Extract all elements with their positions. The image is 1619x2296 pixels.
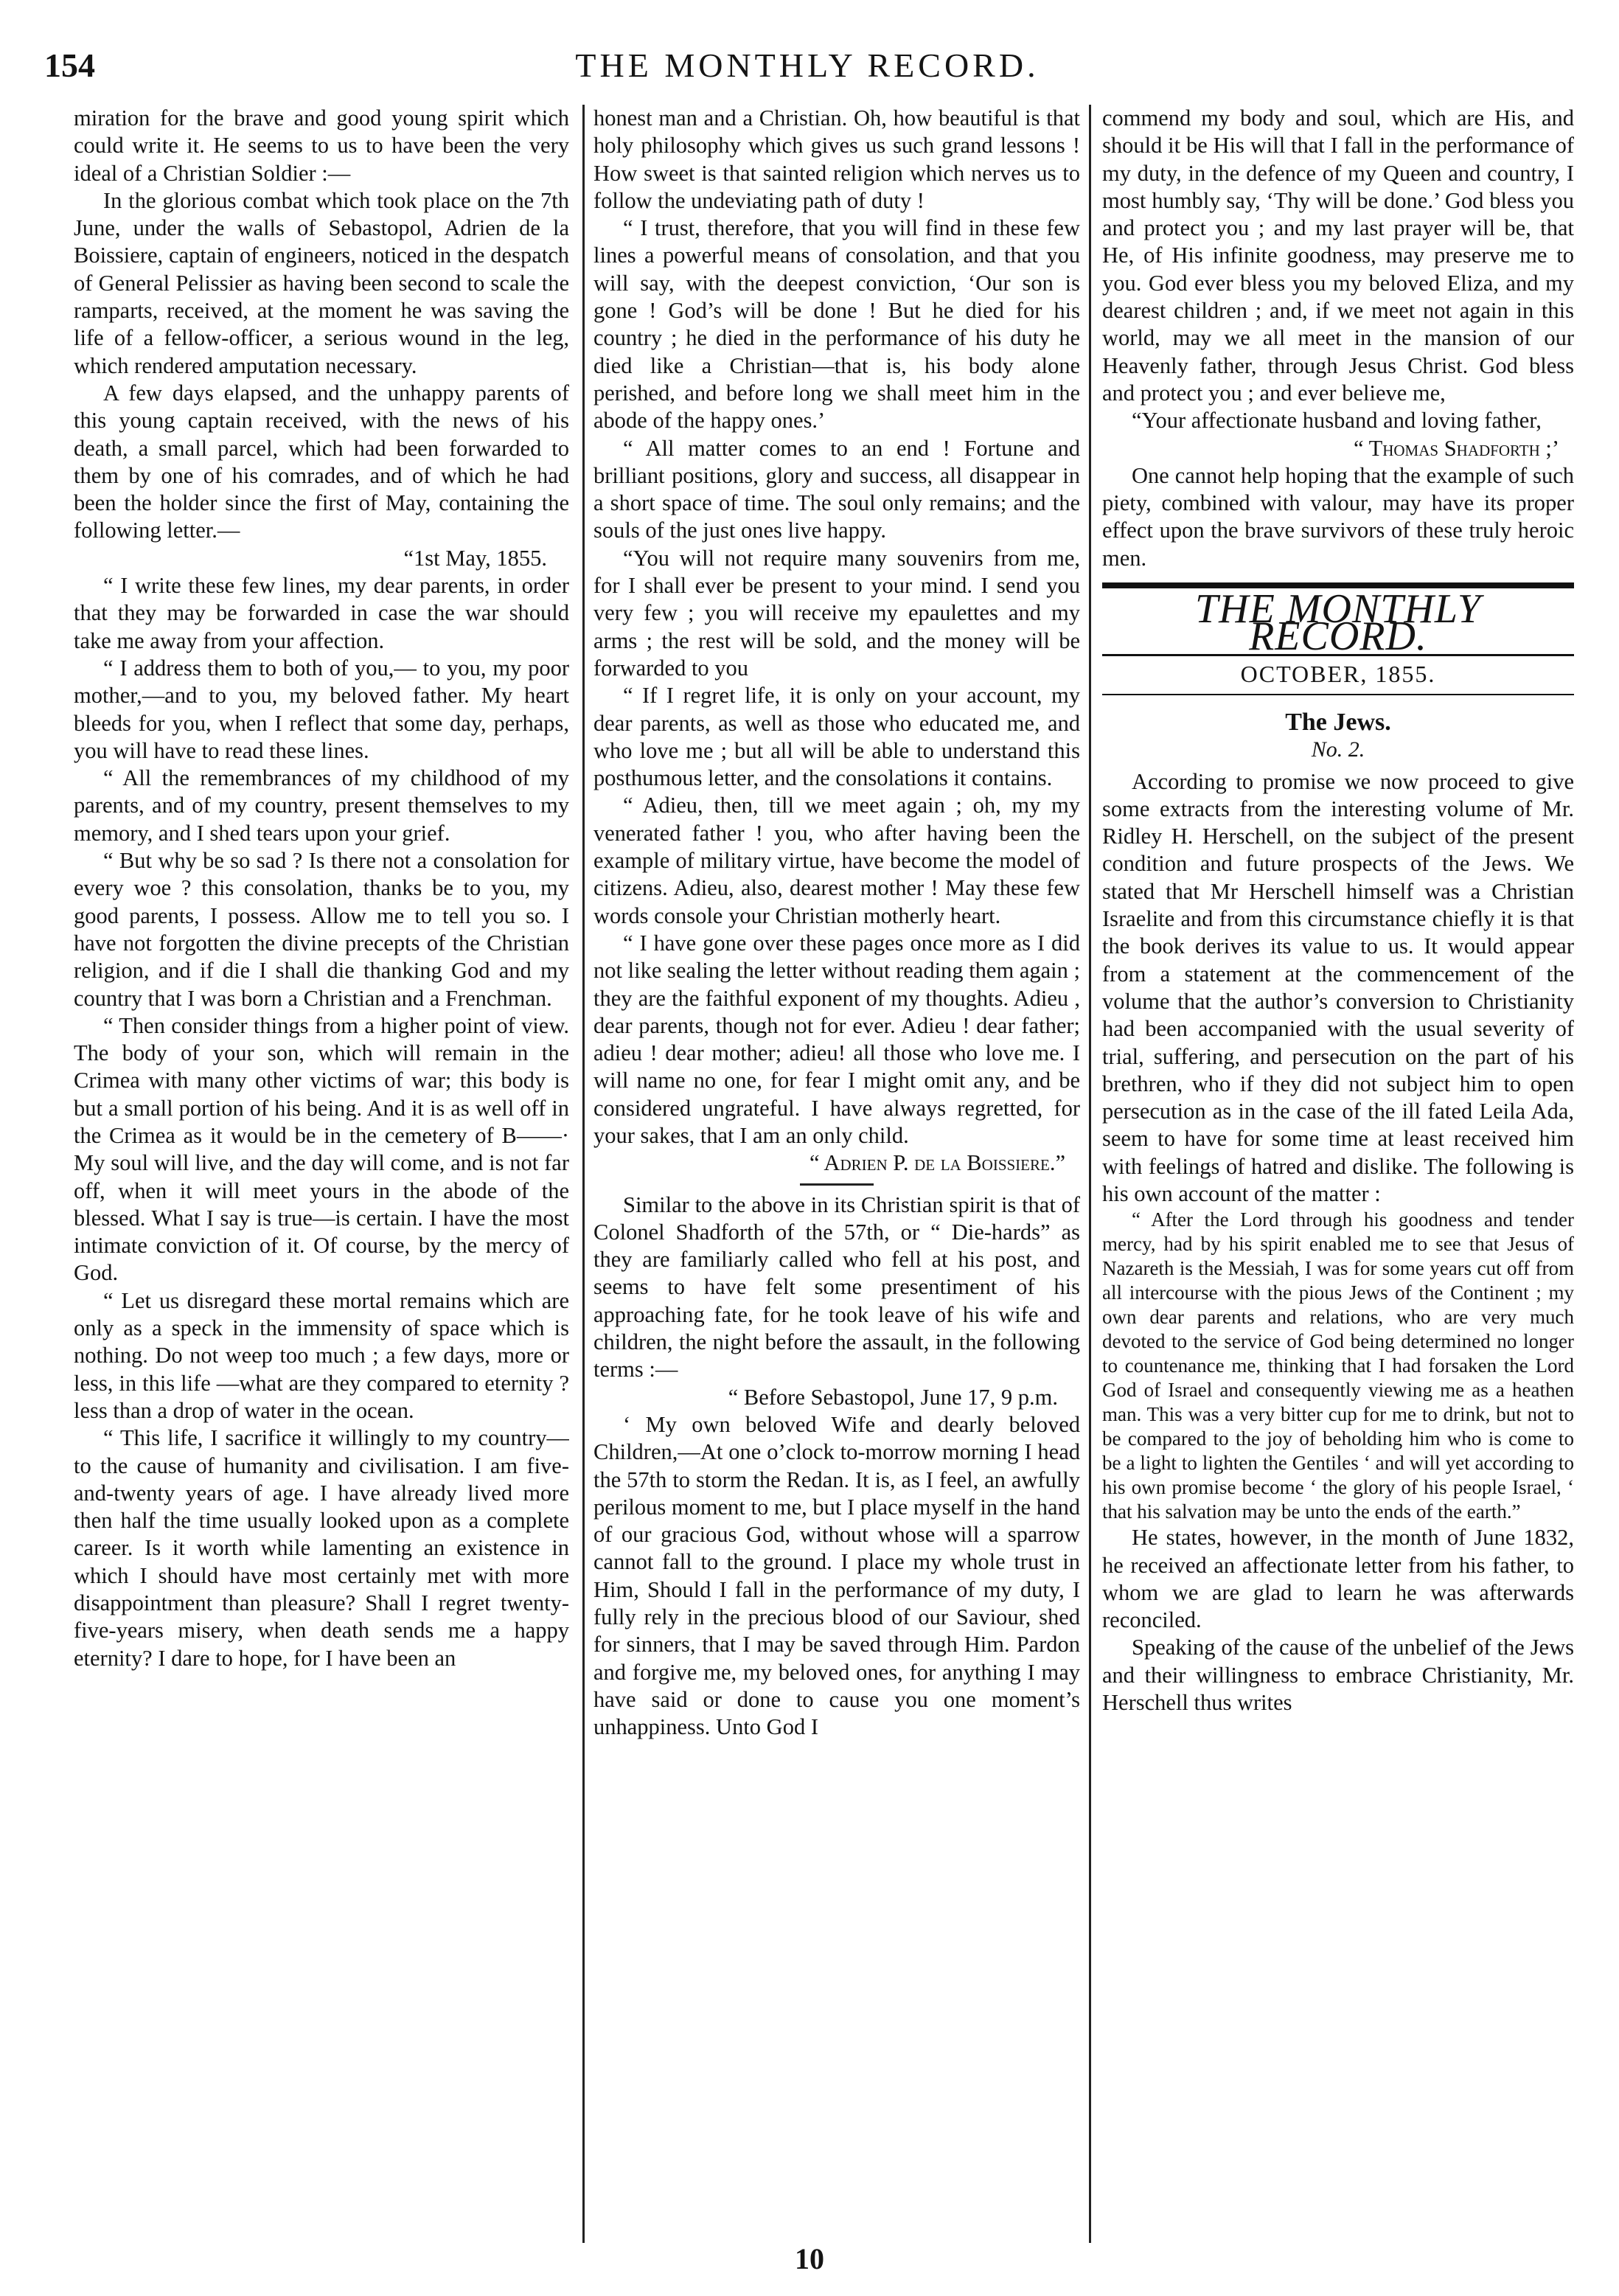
letter-date: “ Before Sebastopol, June 17, 9 p.m. (728, 1384, 1058, 1410)
paragraph: Speaking of the cause of the unbelief of the Jews and their willingness to embrace Christianity, Mr. Herschell thus writes (1102, 1635, 1574, 1716)
article-title: The Jews. (1285, 708, 1391, 736)
signature-mark: 10 (795, 2242, 824, 2275)
quoted-paragraph: “ After the Lord through his goodness and tender mercy, had by his spirit enabled me to see that Jesus of Nazareth is the Messiah, I was for some years cut off from all intercourse with the pious Jews of the Continent ; my own dear parents and relations, who are very much devoted to the service of God being determined no longer to countenance me, thinking that I had forsaken the Lord God of Israel and consequently viewing me as a heathen man. This was a very bitter cup for me to drink, but not to be compared to the joy of beholding him who is come to be a light to lighten the Gentiles ‘ and will yet according to his own promise become ‘ the glory of his people Israel, ‘ that his salvation may be unto the ends of the earth.” (1102, 1208, 1574, 1523)
paragraph: “ This life, I sacrifice it willingly to my country—to the cause of humanity and civilisation. I am five-and-twenty years of age. I have already lived more then half the time usually looked upon as a complete career. Is it worth while lamenting an existence in which I should have most certainly met with more disappointment than pleasure? Shall I regret twenty-five-years misery, when death sends me a happy eternity? I dare to hope, for I have been an (74, 1425, 569, 1671)
paragraph: One cannot help hoping that the example of such piety, combined with valour, may have its proper effect upon the brave survivors of these truly heroic men. (1102, 462, 1574, 571)
masthead-date: OCTOBER, 1855. (1102, 661, 1574, 695)
paragraph: “ Then consider things from a higher point of view. The body of your son, which will remain in the Crimea with many other victims of war; this body is but a small portion of his being. And it is as well off in the Crimea as it would be in the cemetery of B——· My soul will live, and the day will come, and is not far off, when it will meet yours in the abode of the blessed. What I say is true—is certain. I have the most intimate conviction of it. Of course, by the mercy of God. (74, 1012, 569, 1286)
running-title: THE MONTHLY RECORD. (575, 46, 1040, 84)
paragraph: “ Adieu, then, till we meet again ; oh, my my venerated father ! you, who after having been the example of military virtue, have become the model of citizens. Adieu, also, dearest mother ! May these few words console your Christian motherly heart. (593, 793, 1080, 928)
paragraph: “ All the remembrances of my childhood of my parents, and of my country, present themselves to my memory, and I shed tears upon your grief. (74, 765, 569, 846)
paragraph: According to promise we now proceed to give some extracts from the interesting volume of Mr. Ridley H. Herschell, on the subject of the present condition and future prospects of the Jews. We stated that Mr Herschell himself was a Christian Israelite and from this circumstance chiefly it is that the book derives its value to us. It would appear from a statement at the commencement of the volume that the author’s conversion to Christianity had been accompanied with the usual severity of trial, suffering, and persecution on the part of his brethren, who if they did not subject him to open persecution as in the case of the ill fated Leila Ada, seem to have for some time at least received him with feelings of hatred and dislike. The following is his own account of the matter : (1102, 768, 1574, 1206)
masthead-title: THE MONTHLY RECORD. (1195, 586, 1481, 660)
column-2 (582, 105, 1091, 2243)
letter-date: “1st May, 1855. (403, 545, 547, 571)
paragraph: “You will not require many souvenirs from me, for I shall ever be present to your mind. I send you very few ; you will receive my epaulettes and my arms ; the rest will be sold, and the money will be forwarded to you (593, 545, 1080, 681)
article-number: No. 2. (1311, 737, 1365, 762)
page-number: 154 (44, 46, 95, 84)
divider (800, 1183, 874, 1186)
paragraph: “ Let us disregard these mortal remains which are only as a speck in the immensity of space which is nothing. Do not weep too much ; a few days, more or less, in this life —what are they compared to eternity ? less than a drop of water in the ocean. (74, 1287, 569, 1423)
paragraph: “ All matter comes to an end ! Fortune and brilliant positions, glory and success, all disappear in a short space of time. The soul only remains; and the souls of the just ones live happy. (593, 435, 1080, 543)
letter-signature: “ Adrien P. de la Boissiere.” (809, 1150, 1065, 1176)
paragraph: “ I write these few lines, my dear parents, in order that they may be forwarded in case the war should take me away from your affection. (74, 573, 569, 653)
masthead (1102, 582, 1574, 660)
paragraph: “ I trust, therefore, that you will find in these few lines a powerful means of consolation, and that you will say, with the deepest conviction, ‘Our son is gone ! God’s will be done ! But he died for his country ; he died in the performance of his duty he died like a Christian—that is, his body alone perished, and before long we shall meet him in the abode of the happy ones.’ (593, 215, 1080, 434)
paragraph: In the glorious combat which took place on the 7th June, under the walls of Sebastopol, Adrien de la Boissiere, captain of engineers, noticed in the despatch of General Pelissier as having been second to scale the ramparts, received, at the moment he was saving the life of a fellow-officer, a serious wound in the leg, which rendered amputation necessary. (74, 187, 569, 378)
paragraph: ‘ My own beloved Wife and dearly beloved Children,—At one o’clock to-morrow morning I head the 57th to storm the Redan. It is, as I feel, an awfully perilous moment to me, but I place myself in the hand of our gracious God, without whose will a sparrow cannot fall to the ground. I place my whole trust in Him, Should I fall in the performance of my duty, I fully rely in the precious blood of our Saviour, shed for sinners, that I may be saved through Him. Pardon and forgive me, my beloved ones, for anything I may have said or done to cause you one moment’s unhappiness. Unto God I (593, 1411, 1080, 1740)
paragraph: miration for the brave and good young spirit which could write it. He seems to us to have been the very ideal of a Christian Soldier :— (74, 105, 569, 186)
paragraph: “ I have gone over these pages once more as I did not like sealing the letter without reading them again ; they are the faithful exponent of my thoughts. Adieu , dear parents, though not for ever. Adieu ! dear father; adieu ! dear mother; adieu! all those who love me. I will name no one, for fear I might omit any, and be considered ungrateful. I have always regretted, for your sakes, that I am an only child. (593, 930, 1080, 1148)
paragraph: Similar to the above in its Christian spirit is that of Colonel Shadforth of the 57th, or “ Die-hards” as they are familiarly called who fell at his post, and seems to have felt some presentiment of his approaching fate, for he took leave of his wife and children, the night before the assault, in the following terms :— (593, 1192, 1080, 1382)
paragraph: “ If I regret life, it is only on your account, my dear parents, as well as those who educated me, and who love me ; but all will be able to understand this posthumous letter, and the consolations it contains. (593, 683, 1080, 791)
paragraph: honest man and a Christian. Oh, how beautiful is that holy philosophy which gives us such grand lessons ! How sweet is that sainted religion which nerves us to follow the undeviating path of duty ! (593, 105, 1080, 213)
column-3 (1102, 105, 1574, 2243)
page-header (44, 46, 1570, 90)
paragraph: A few days elapsed, and the unhappy parents of this young captain received, with the news of his death, a small parcel, which had been forwarded to them by one of his comrades, and of which he had been the holder since the first of May, containing the following letter.— (74, 380, 569, 543)
column-1 (74, 105, 569, 2243)
paragraph: “Your affectionate husband and loving father, (1132, 408, 1542, 434)
letter-signature: “ Thomas Shadforth ;’ (1353, 435, 1559, 461)
paragraph: He states, however, in the month of June 1832, he received an affectionate letter from his father, to whom we are glad to learn he was afterwards reconciled. (1102, 1525, 1574, 1633)
paragraph: “ I address them to both of you,— to you, my poor mother,—and to you, my beloved father. My heart bleeds for you, when I reflect that some day, perhaps, you will have to read these lines. (74, 655, 569, 763)
paragraph: commend my body and soul, which are His, and should it be His will that I fall in the performance of my duty, in the defence of my Queen and country, I most humbly say, ‘Thy will be done.’ God bless you and protect you ; and my last prayer will be, that He, of His infinite goodness, may preserve me to you. God ever bless you my beloved Eliza, and my dearest children ; and, if we meet not again in this world, may we all meet in the mansion of our Heavenly father, through Jesus Christ. God bless and protect you ; and ever believe me, (1102, 105, 1574, 406)
paragraph: “ But why be so sad ? Is there not a consolation for every woe ? this consolation, thanks be to you, my good parents, I possess. Allow me to tell you so. I have not forgotten the divine precepts of the Christian religion, and if die I shall die thanking God and my country that I was born a Christian and a Frenchman. (74, 848, 569, 1011)
